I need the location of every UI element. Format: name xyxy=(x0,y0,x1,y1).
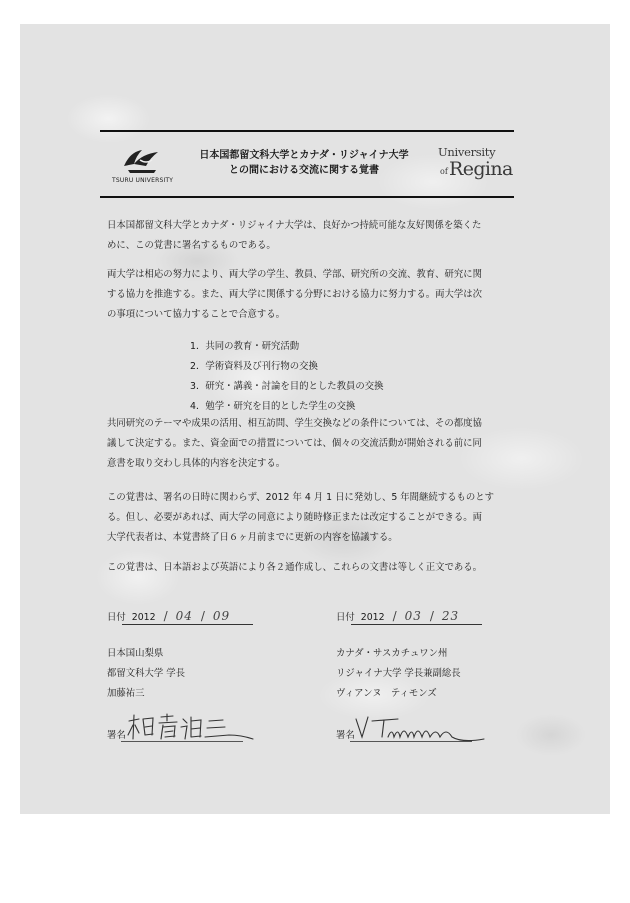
date-year: 2012 xyxy=(360,612,385,623)
crane-emblem-icon xyxy=(120,146,164,176)
tsuru-logo-caption: TSURU UNIVERSITY xyxy=(112,177,174,184)
list-item: 4．勉学・研究を目的とした学生の交換 xyxy=(190,401,356,412)
cooperation-items-list xyxy=(190,337,383,417)
regina-logo-of: of xyxy=(440,167,448,176)
list-item: 3．研究・講義・討論を目的とした教員の交換 xyxy=(190,381,384,392)
handwritten-signature-timmons xyxy=(354,713,494,745)
org-line: カナダ・サスカチュワン州 xyxy=(336,648,448,659)
text-line: 議して決定する。また、資金面での措置については、個々の交流活動が開始される前に同 xyxy=(107,438,482,449)
title-line: との間における交流に関する覚書 xyxy=(229,165,379,176)
date-label: 日付 xyxy=(336,612,355,623)
text-line: する協力を推進する。また、両大学に関係する分野における協力に努力する。両大学は次 xyxy=(107,289,483,300)
date-day-handwritten: 09 xyxy=(212,609,231,623)
list-item: 2．学術資料及び刊行物の交換 xyxy=(190,361,318,372)
signatory-name: ヴィアンヌ ティモンズ xyxy=(336,688,437,699)
signature-block-tsuru xyxy=(107,606,307,704)
text-line: 両大学は相応の努力により、両大学の学生、教員、学部、研究所の交流、教育、研究に関 xyxy=(107,269,483,280)
date-month-handwritten: 04 xyxy=(175,609,193,623)
date-row xyxy=(336,606,536,630)
date-separator: / xyxy=(200,609,205,623)
org-line: 都留文科大学 学長 xyxy=(107,668,185,679)
org-line: リジャイナ大学 学長兼副総長 xyxy=(336,668,461,679)
header-bottom-rule xyxy=(100,196,514,198)
title-line: 日本国都留文科大学とカナダ・リジャイナ大学 xyxy=(199,150,409,161)
date-day-handwritten: 23 xyxy=(441,609,460,623)
text-line: 大学代表者は、本覚書終了日６ヶ月前までに更新の内容を協議する。 xyxy=(107,532,398,543)
text-line: る。但し、必要があれば、両大学の同意により随時修正または改定することができる。両 xyxy=(107,512,483,523)
date-row xyxy=(107,606,307,630)
handwritten-signature-kato xyxy=(125,713,265,745)
list-item: 1．共同の教育・研究活動 xyxy=(190,341,300,352)
paragraph-term xyxy=(107,488,517,548)
paragraph-copies xyxy=(107,558,517,578)
text-line: 共同研究のテーマや成果の活用、相互訪問、学生交換などの条件については、その都度協 xyxy=(107,418,482,429)
text-line: の事項について協力することで合意する。 xyxy=(107,309,285,320)
text-line: 日本国都留文科大学とカナダ・リジャイナ大学は、良好かつ持続可能な友好関係を築くた xyxy=(107,220,482,231)
signatory-name: 加藤祐三 xyxy=(107,688,145,699)
university-of-regina-logo xyxy=(432,145,514,185)
org-line: 日本国山梨県 xyxy=(107,648,164,659)
regina-logo-university: University xyxy=(438,145,496,159)
text-line: この覚書は、署名の日時に関わらず、2012 年 4 月 1 日に発効し、5 年間継続するものとす xyxy=(107,492,495,503)
paragraph-cooperation xyxy=(107,265,517,325)
date-underline xyxy=(122,624,253,625)
date-underline xyxy=(351,624,482,625)
signature-label: 署名 xyxy=(336,730,355,741)
date-label: 日付 xyxy=(107,612,126,623)
date-separator: / xyxy=(392,609,397,623)
text-line: めに、この覚書に署名するものである。 xyxy=(107,240,276,251)
tsuru-university-logo xyxy=(112,146,172,190)
document-title xyxy=(178,148,430,178)
paragraph-purpose xyxy=(107,216,517,256)
signature-line-tsuru xyxy=(107,727,126,741)
date-separator: / xyxy=(163,609,168,623)
paragraph-conditions xyxy=(107,414,517,474)
header-top-rule xyxy=(100,130,514,132)
date-separator: / xyxy=(429,609,434,623)
text-line: 意書を取り交わし具体的内容を決定する。 xyxy=(107,458,286,469)
text-line: この覚書は、日本語および英語により各２通作成し、これらの文書は等しく正文である。 xyxy=(107,562,483,573)
signature-line-regina xyxy=(336,727,355,741)
date-month-handwritten: 03 xyxy=(404,609,422,623)
date-year: 2012 xyxy=(131,612,156,623)
signature-label: 署名 xyxy=(107,730,126,741)
signature-block-regina xyxy=(336,606,536,704)
regina-logo-regina: Regina xyxy=(449,158,513,180)
